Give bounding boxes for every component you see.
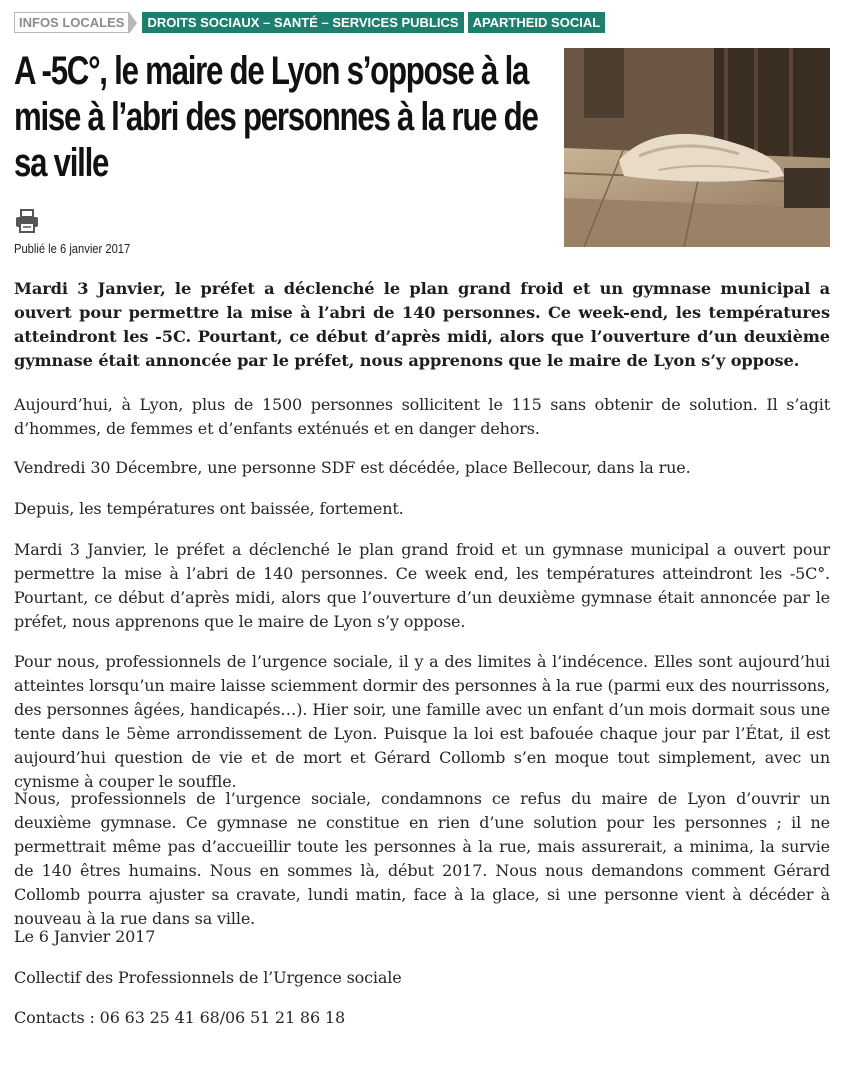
published-date: Publié le 6 janvier 2017 <box>14 241 131 256</box>
contact-phones: Contacts : 06 63 25 41 68/06 51 21 86 18 <box>14 1008 345 1027</box>
tag-droits-sociaux[interactable]: DROITS SOCIAUX – SANTÉ – SERVICES PUBLICS <box>142 12 463 33</box>
signature-date: Le 6 Janvier 2017 <box>14 927 156 946</box>
article-paragraph: Mardi 3 Janvier, le préfet a déclenché le plan grand froid et un gymnase municipal a ouvert pour permettre la mise à l’abri de 140 personnes. Ce week end, les températures atteindront les -5C°. Pourtant, ce début d’après midi, alors que l’ouverture d’un deuxième gymnase était annoncée par le préfet, nous apprenons que le maire de Lyon s’y oppose. <box>14 540 830 631</box>
article-paragraph: Pour nous, professionnels de l’urgence sociale, il y a des limites à l’indécence. Elles sont aujourd’hui atteintes lorsqu’un maire laisse sciemment dormir des personnes à la rue (parmi eux des nourrissons, des personnes âgées, handicapés…). Hier soir, une famille avec un enfant d’un mois dormait sous une tente dans le 5ème arrondissement de Lyon. Puisque la loi est bafouée chaque jour par l’État, il est aujourd’hui question de vie et de mort et Gérard Collomb s’en moque tout simplement, avec un cynisme à couper le souffle. <box>14 652 830 791</box>
article-paragraph: Depuis, les températures ont baissée, fortement. <box>14 499 404 518</box>
signature-collective: Collectif des Professionnels de l’Urgence sociale <box>14 968 402 987</box>
category-tags <box>14 12 609 33</box>
tag-arrow-icon <box>129 12 137 34</box>
printer-icon[interactable] <box>14 208 40 234</box>
tag-infos-locales[interactable]: INFOS LOCALES <box>14 12 129 33</box>
article-paragraph: Vendredi 30 Décembre, une personne SDF est décédée, place Bellecour, dans la rue. <box>14 458 691 477</box>
article-paragraph: Nous, professionnels de l’urgence sociale, condamnons ce refus du maire de Lyon d’ouvrir un deuxième gymnase. Ce gymnase ne constitue en rien d’une solution pour les personnes ; il ne permettrait même pas d’accueillir toute les personnes à la rue, mais assurerait, a minima, la survie de 140 êtres humains. Nous en sommes là, début 2017. Nous nous demandons comment Gérard Collomb pourra ajuster sa cravate, lundi matin, face à la glace, si une personne vient à décéder à nouveau à la rue dans sa ville. <box>14 789 830 928</box>
tag-apartheid-social[interactable]: APARTHEID SOCIAL <box>468 12 606 33</box>
article-title: A -5C°, le maire de Lyon s’oppose à la mise à l’abri des personnes à la rue de sa ville <box>14 49 538 185</box>
article-paragraph: Aujourd’hui, à Lyon, plus de 1500 personnes sollicitent le 115 sans obtenir de solution. Il s’agit d’hommes, de femmes et d’enfants exténués et en danger dehors. <box>14 395 830 438</box>
article-hero-image <box>564 48 830 247</box>
article-lead: Mardi 3 Janvier, le préfet a déclenché le plan grand froid et un gymnase municipal a ouvert pour permettre la mise à l’abri de 140 personnes. Ce week-end, les températures atteindront les -5C. Pourtant, ce début d’après midi, alors que l’ouverture d’un deuxième gymnase était annoncée par le préfet, nous apprenons que le maire de Lyon s’y oppose. <box>14 279 830 370</box>
